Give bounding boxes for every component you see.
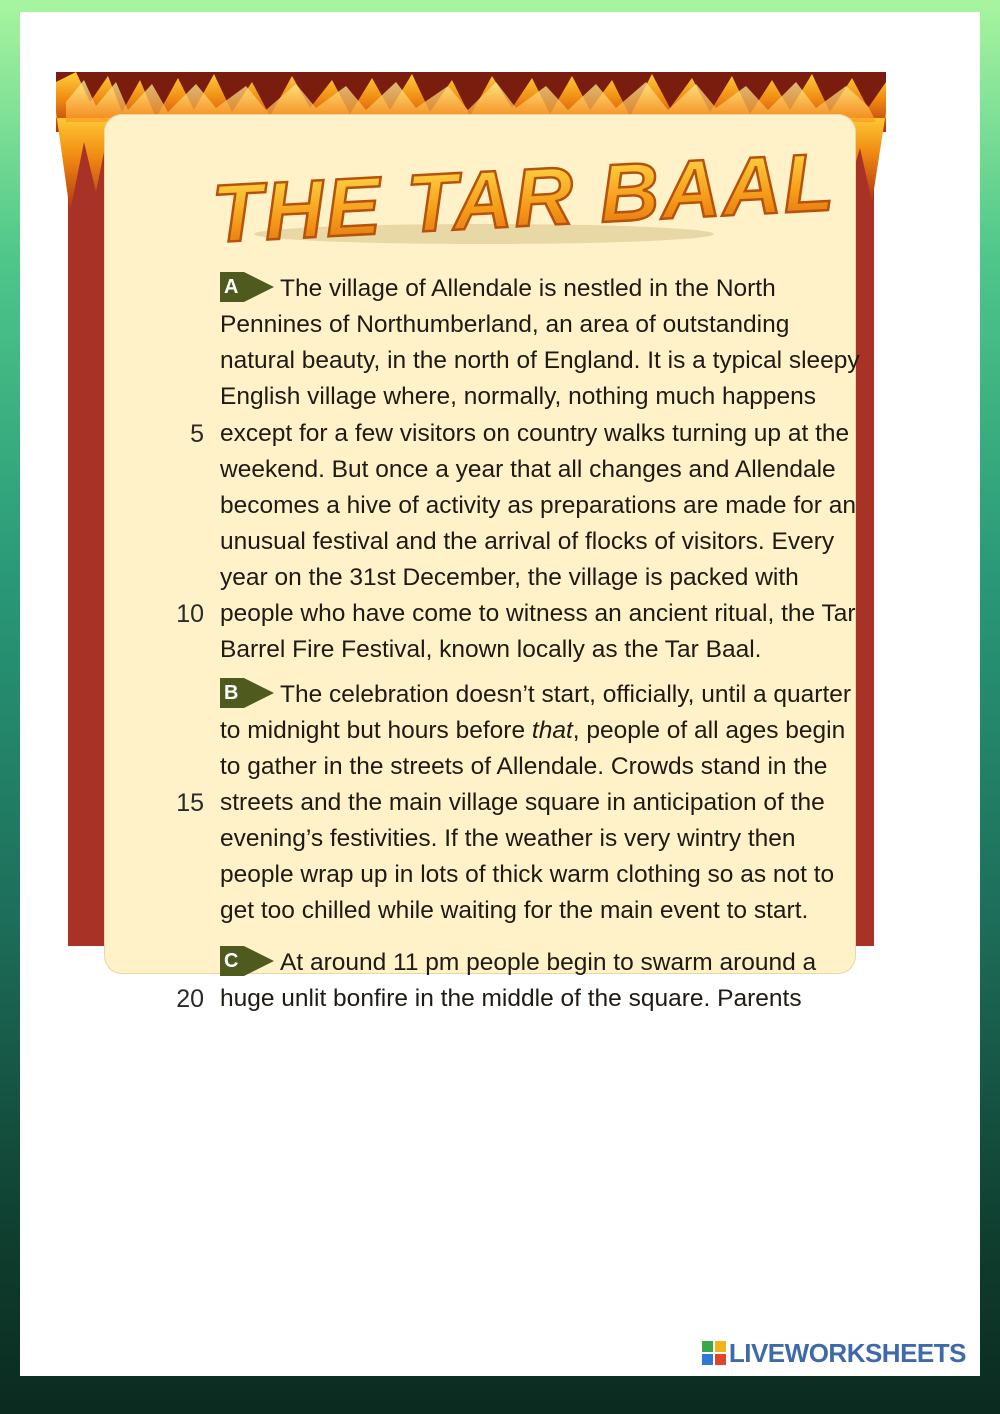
text-line xyxy=(220,893,900,929)
text-line xyxy=(220,271,900,307)
watermark-text: LIVEWORKSHEETS xyxy=(728,1337,966,1368)
line-text: evening’s festivities. If the weather is very wintry then xyxy=(220,825,796,853)
text-line xyxy=(220,488,900,524)
line-text-italic: that xyxy=(531,716,573,744)
text-line xyxy=(190,416,900,452)
line-text: Pennines of Northumberland, an area of outstanding xyxy=(220,311,790,339)
text-line xyxy=(176,596,900,632)
text-line xyxy=(220,452,900,488)
line-text: huge unlit bonfire in the middle of the square. Parents xyxy=(220,984,802,1012)
line-text: natural beauty, in the north of England. It is a typical sleepy xyxy=(220,347,860,375)
text-line xyxy=(220,343,900,379)
article-frame xyxy=(68,78,874,1013)
line-text: Barrel Fire Festival, known locally as the Tar Baal. xyxy=(220,636,762,664)
paragraph-marker xyxy=(220,946,274,976)
text-line xyxy=(220,677,900,713)
liveworksheets-watermark xyxy=(702,1338,966,1368)
text-line xyxy=(176,785,900,821)
line-text: weekend. But once a year that all changes and Allendale xyxy=(220,455,836,483)
liveworksheets-logo-icon xyxy=(702,1341,726,1365)
text-line xyxy=(220,307,900,343)
paragraph-letter: A xyxy=(224,276,239,298)
article-title xyxy=(209,136,838,261)
line-number: 20 xyxy=(176,984,204,1013)
line-number: 10 xyxy=(176,600,204,629)
line-text: , people of all ages begin xyxy=(572,716,846,744)
text-line xyxy=(220,524,900,560)
line-text: becomes a hive of activity as preparations are made for an xyxy=(220,491,856,519)
text-line xyxy=(176,981,900,1017)
text-line xyxy=(220,857,900,893)
line-text: At around 11 pm people begin to swarm around a xyxy=(280,948,817,976)
text-line xyxy=(220,379,900,415)
line-text: English village where, normally, nothing much happens xyxy=(220,383,817,411)
line-text: people wrap up in lots of thick warm clothing so as not to xyxy=(220,861,835,889)
line-text: except for a few visitors on country walks turning up at the xyxy=(220,419,850,447)
text-line xyxy=(220,749,900,785)
text-line xyxy=(220,821,900,857)
line-text: to midnight but hours before xyxy=(220,716,532,744)
article-body xyxy=(176,271,900,1017)
line-number: 5 xyxy=(190,419,204,448)
text-line xyxy=(220,713,900,749)
paragraph-letter: B xyxy=(224,681,239,704)
line-text: year on the 31st December, the village is packed with xyxy=(220,564,799,592)
line-number: 15 xyxy=(176,788,204,817)
line-text: The celebration doesn’t start, officially, until a quarter xyxy=(280,680,852,708)
text-line xyxy=(220,945,900,981)
line-text: people who have come to witness an ancient ritual, the Tar xyxy=(220,600,856,628)
line-text: The village of Allendale is nestled in the North xyxy=(280,275,776,302)
text-line xyxy=(220,632,900,668)
line-text: unusual festival and the arrival of flocks of visitors. Every xyxy=(220,527,835,555)
line-text: to gather in the streets of Allendale. Crowds stand in the xyxy=(220,752,828,780)
paragraph-letter: C xyxy=(224,949,239,972)
worksheet-page xyxy=(20,12,980,1376)
paragraph-marker xyxy=(220,272,274,302)
text-line xyxy=(220,560,900,596)
paragraph-marker xyxy=(220,678,274,708)
line-text: streets and the main village square in anticipation of the xyxy=(220,788,825,816)
line-text: get too chilled while waiting for the main event to start. xyxy=(220,897,809,925)
svg-text:THE TAR BAAL: THE TAR BAAL xyxy=(209,136,838,261)
